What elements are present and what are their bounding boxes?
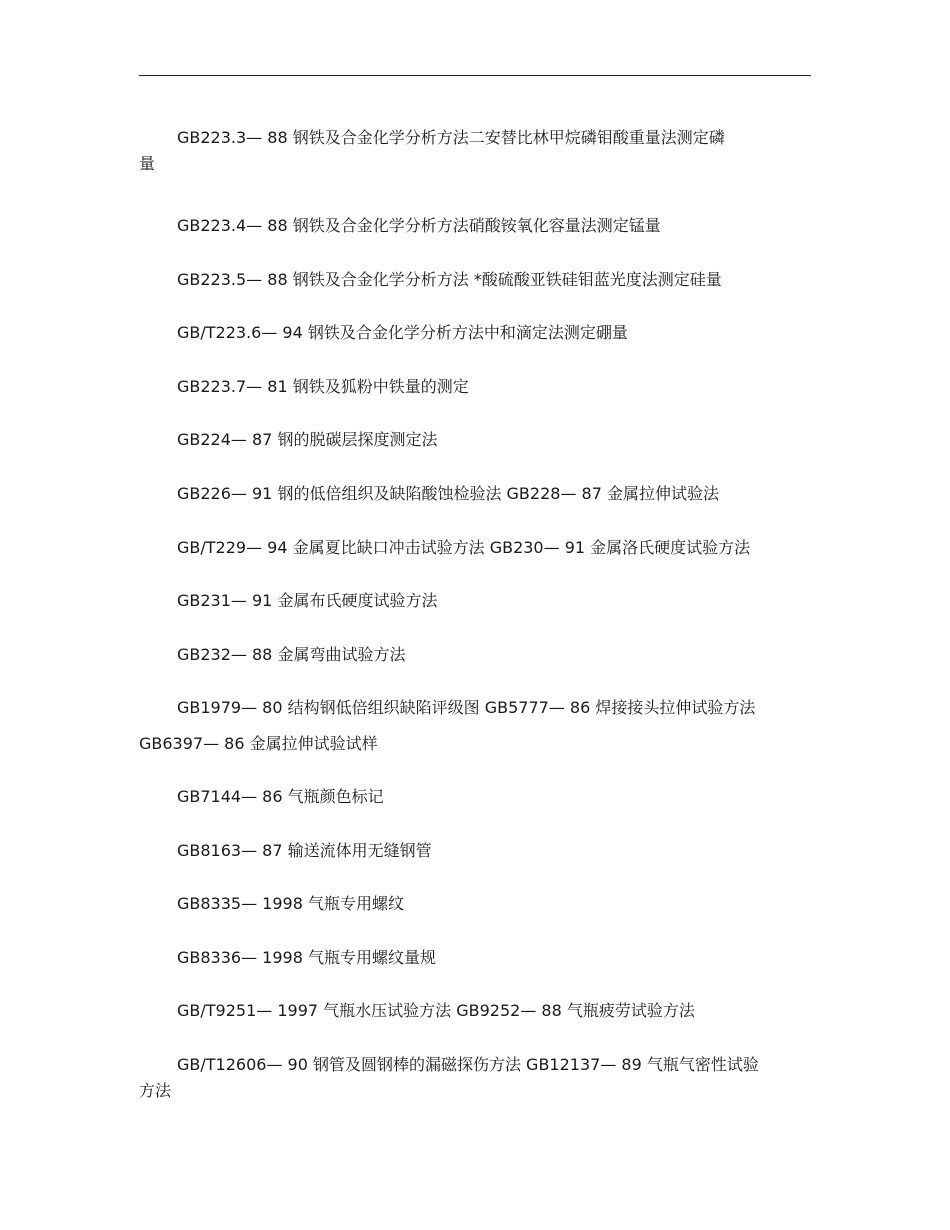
entry-line: GB/T12606— 90 钢管及圆钢棒的漏磁探伤方法 GB12137— 89 气瓶气密性试验 [177, 1055, 759, 1074]
standard-entry [139, 217, 811, 235]
entry-line: GB223.5— 88 钢铁及合金化学分析方法 *酸硫酸亚铁硅钼蓝光度法测定硅量 [177, 270, 722, 289]
entry-line: GB223.3— 88 钢铁及合金化学分析方法二安替比林甲烷磷钼酸重量法测定磷 [177, 128, 725, 147]
entry-line: GB223.4— 88 钢铁及合金化学分析方法硝酸铵氧化容量法测定锰量 [177, 216, 661, 235]
standard-entry [139, 324, 811, 342]
standard-entry [139, 129, 811, 173]
standard-entry [139, 646, 811, 664]
standard-entry [139, 699, 811, 753]
standard-entry [139, 895, 811, 913]
entry-line: GB/T223.6— 94 钢铁及合金化学分析方法中和滴定法测定硼量 [177, 323, 628, 342]
standard-entry [139, 539, 811, 557]
entry-line: GB1979— 80 结构钢低倍组织缺陷评级图 GB5777— 86 焊接接头拉伸试验方法 [177, 698, 756, 717]
standard-entry [139, 592, 811, 610]
entry-line: GB/T229— 94 金属夏比缺口冲击试验方法 GB230— 91 金属洛氏硬度试验方法 [177, 538, 751, 557]
entry-line: GB231— 91 金属布氏硬度试验方法 [177, 591, 438, 610]
standard-entry [139, 485, 811, 503]
entry-line: GB224— 87 钢的脱碳层探度测定法 [177, 430, 438, 449]
standard-entry [139, 788, 811, 806]
entry-line: GB/T9251— 1997 气瓶水压试验方法 GB9252— 88 气瓶疲劳试验方法 [177, 1001, 695, 1020]
standard-entry [139, 1002, 811, 1020]
standard-entry [139, 271, 811, 289]
standard-entry [139, 949, 811, 967]
standard-entry [139, 1056, 811, 1100]
entry-line: GB226— 91 钢的低倍组织及缺陷酸蚀检验法 GB228— 87 金属拉伸试验法 [177, 484, 719, 503]
entry-line-continued: 方法 [139, 1081, 172, 1100]
standard-entry [139, 378, 811, 396]
entry-line: GB7144— 86 气瓶颜色标记 [177, 787, 384, 806]
header-rule [139, 75, 811, 76]
entry-line: GB223.7— 81 钢铁及狐粉中铁量的测定 [177, 377, 469, 396]
standard-entry [139, 842, 811, 860]
entry-line: GB8335— 1998 气瓶专用螺纹 [177, 894, 404, 913]
entry-line: GB8336— 1998 气瓶专用螺纹量规 [177, 948, 436, 967]
entry-line-continued: 量 [139, 154, 156, 173]
entry-line: GB8163— 87 输送流体用无缝钢管 [177, 841, 432, 860]
entry-line-continued: GB6397— 86 金属拉伸试验试样 [139, 734, 378, 753]
standard-entry [139, 431, 811, 449]
entry-line: GB232— 88 金属弯曲试验方法 [177, 645, 406, 664]
